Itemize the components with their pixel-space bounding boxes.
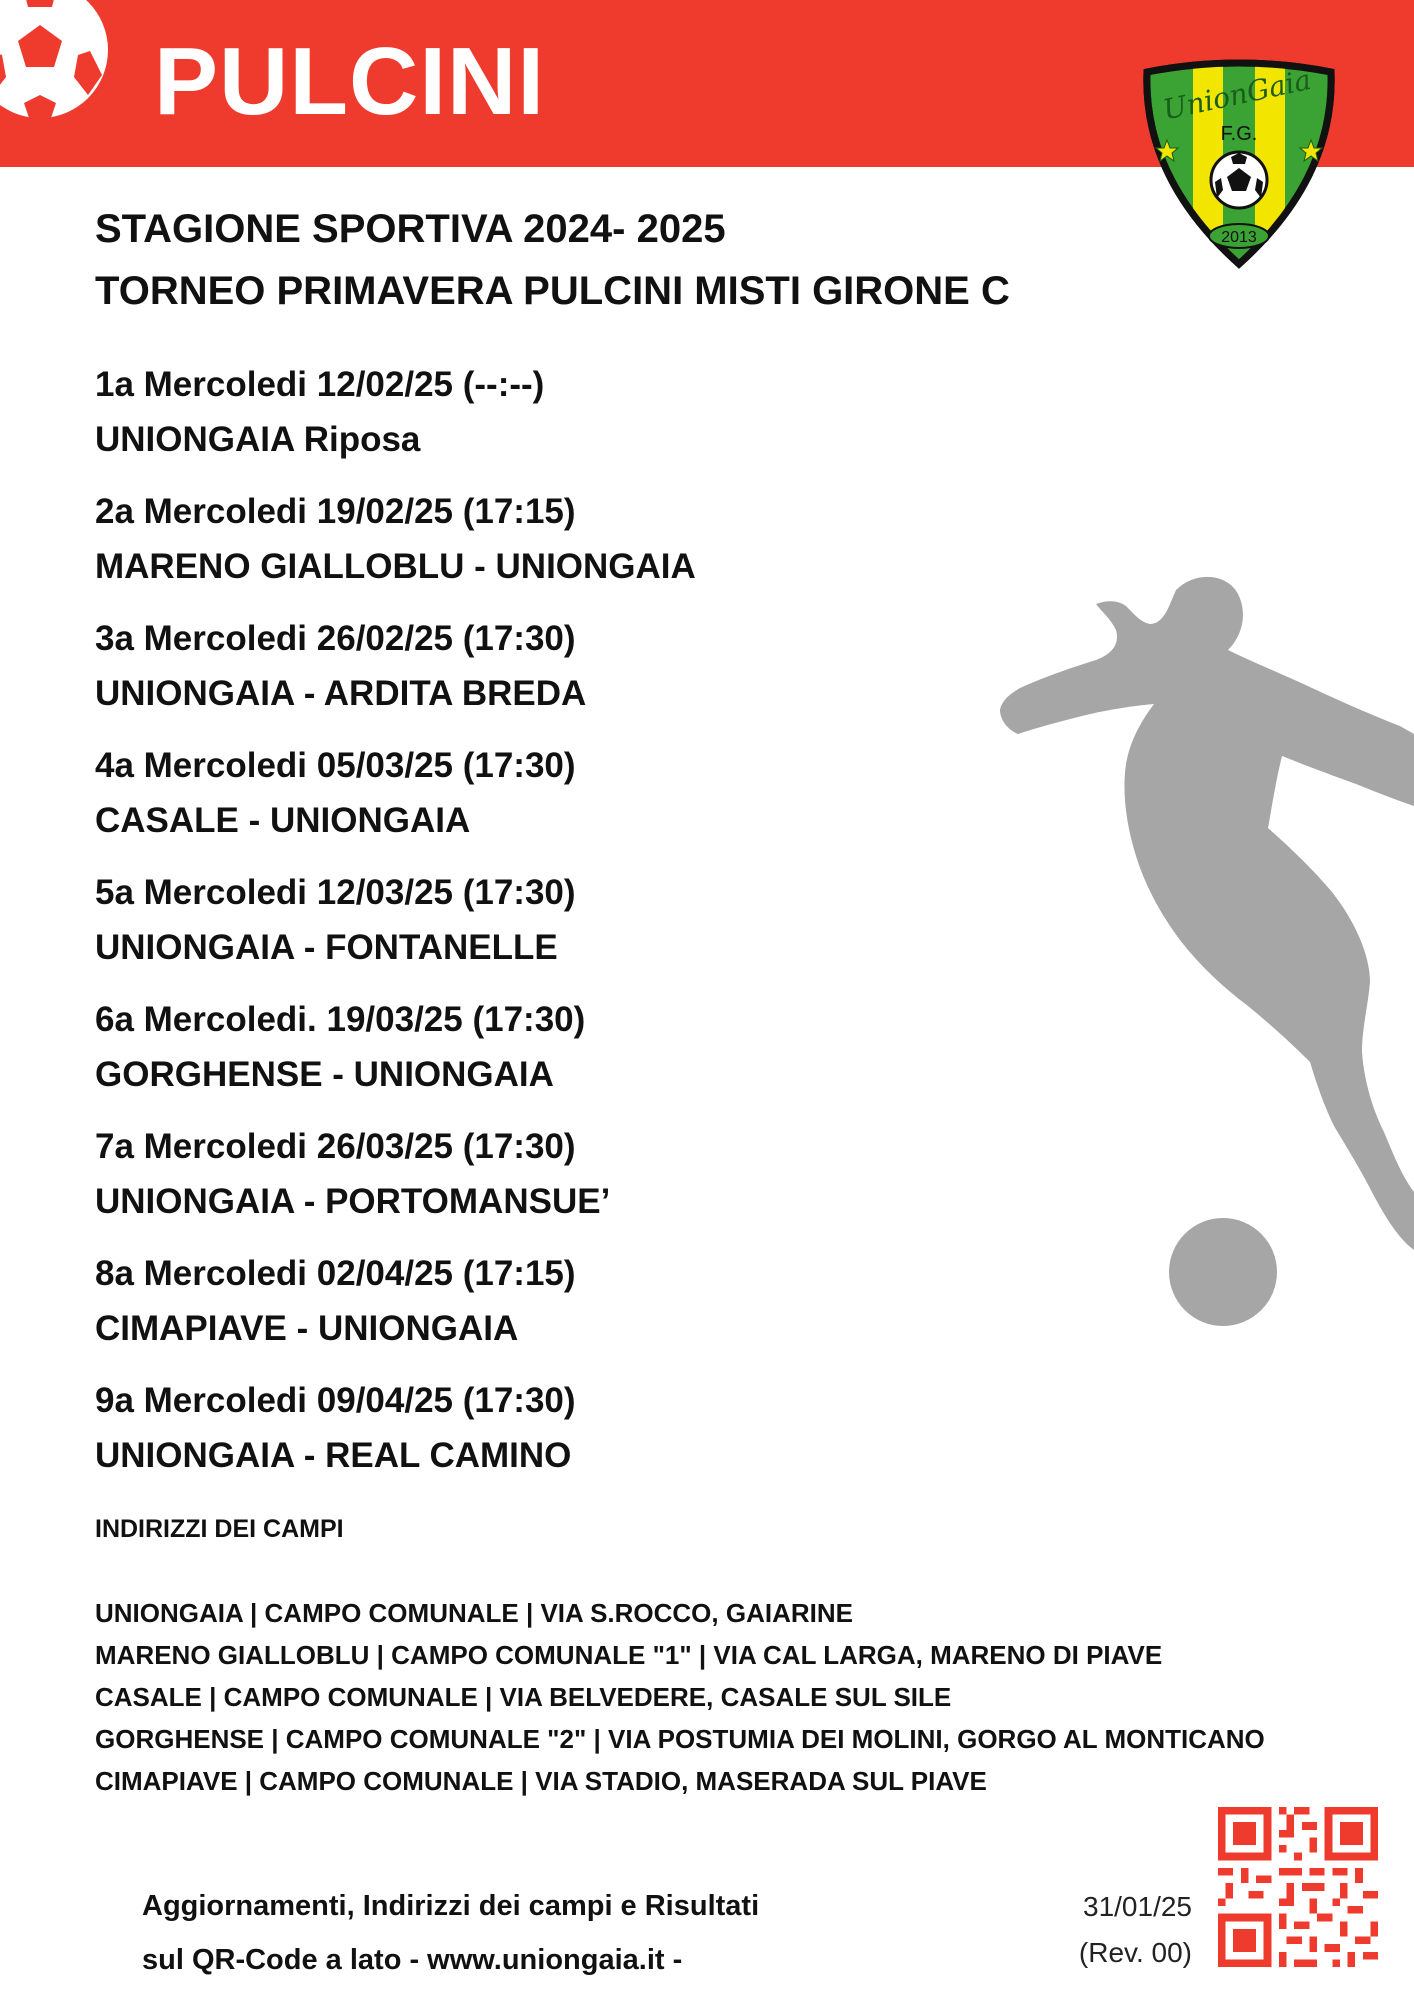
match-item [95,1246,696,1373]
address-item: GORGHENSE | CAMPO COMUNALE "2" | VIA POSTUMIA DEI MOLINI, GORGO AL MONTICANO [95,1724,1265,1754]
match-schedule [95,357,696,1500]
logo-name-text: UnionGaia [1160,62,1314,127]
soccer-ball-silhouette [1168,1217,1278,1327]
match-date: 4a Mercoledi 05/03/25 (17:30) [95,746,576,785]
match-date: 1a Mercoledi 12/02/25 (--:--) [95,365,545,404]
logo-year-text: 2013 [1221,229,1257,246]
match-date: 5a Mercoledi 12/03/25 (17:30) [95,873,576,912]
revision-number: (Rev. 00) [1078,1937,1192,1968]
match-item [95,484,696,611]
match-date: 6a Mercoledi. 19/03/25 (17:30) [95,1000,586,1039]
match-teams: CIMAPIAVE - UNIONGAIA [95,1309,519,1348]
footer-line-2: sul QR-Code a lato - www.uniongaia.it - [142,1944,683,1976]
soccer-player-silhouette [990,570,1414,1290]
match-teams: MARENO GIALLOBLU - UNIONGAIA [95,547,696,586]
match-teams: UNIONGAIA - PORTOMANSUE’ [95,1182,611,1221]
match-item [95,1119,696,1246]
logo-initials-text: F.G. [1220,123,1258,145]
footer-note [142,1879,759,1987]
match-item [95,357,696,484]
match-teams: UNIONGAIA - ARDITA BREDA [95,674,587,713]
qr-code-icon[interactable] [1218,1807,1378,1967]
match-teams: UNIONGAIA - REAL CAMINO [95,1436,572,1475]
match-teams: GORGHENSE - UNIONGAIA [95,1055,554,1094]
match-item [95,1373,696,1500]
club-logo [1135,58,1343,272]
banner-title: PULCINI [154,28,545,135]
match-item [95,992,696,1119]
address-item: CASALE | CAMPO COMUNALE | VIA BELVEDERE, CASALE SUL SILE [95,1682,952,1712]
match-item [95,865,696,992]
match-date: 8a Mercoledi 02/04/25 (17:15) [95,1254,576,1293]
match-teams: CASALE - UNIONGAIA [95,801,471,840]
address-item: CIMAPIAVE | CAMPO COMUNALE | VIA STADIO, MASERADA SUL PIAVE [95,1766,987,1796]
address-item: MARENO GIALLOBLU | CAMPO COMUNALE "1" | VIA CAL LARGA, MARENO DI PIAVE [95,1640,1163,1670]
match-teams: UNIONGAIA - FONTANELLE [95,928,558,967]
match-teams: UNIONGAIA Riposa [95,420,421,459]
match-item [95,738,696,865]
match-date: 2a Mercoledi 19/02/25 (17:15) [95,492,576,531]
match-item [95,611,696,738]
match-date: 7a Mercoledi 26/03/25 (17:30) [95,1127,576,1166]
season-header [95,198,1010,322]
match-date: 9a Mercoledi 09/04/25 (17:30) [95,1381,576,1420]
addresses-list [95,1592,1265,1802]
revision-info [1079,1884,1192,1976]
revision-date: 31/01/25 [1083,1891,1192,1922]
tournament-title: TORNEO PRIMAVERA PULCINI MISTI GIRONE C [95,269,1010,313]
soccer-ball-icon [0,0,110,145]
addresses-title: INDIRIZZI DEI CAMPI [95,1515,344,1543]
footer-line-1: Aggiornamenti, Indirizzi dei campi e Risultati [142,1890,760,1922]
season-title: STAGIONE SPORTIVA 2024- 2025 [95,207,726,251]
match-date: 3a Mercoledi 26/02/25 (17:30) [95,619,576,658]
address-item: UNIONGAIA | CAMPO COMUNALE | VIA S.ROCCO, GAIARINE [95,1598,853,1628]
